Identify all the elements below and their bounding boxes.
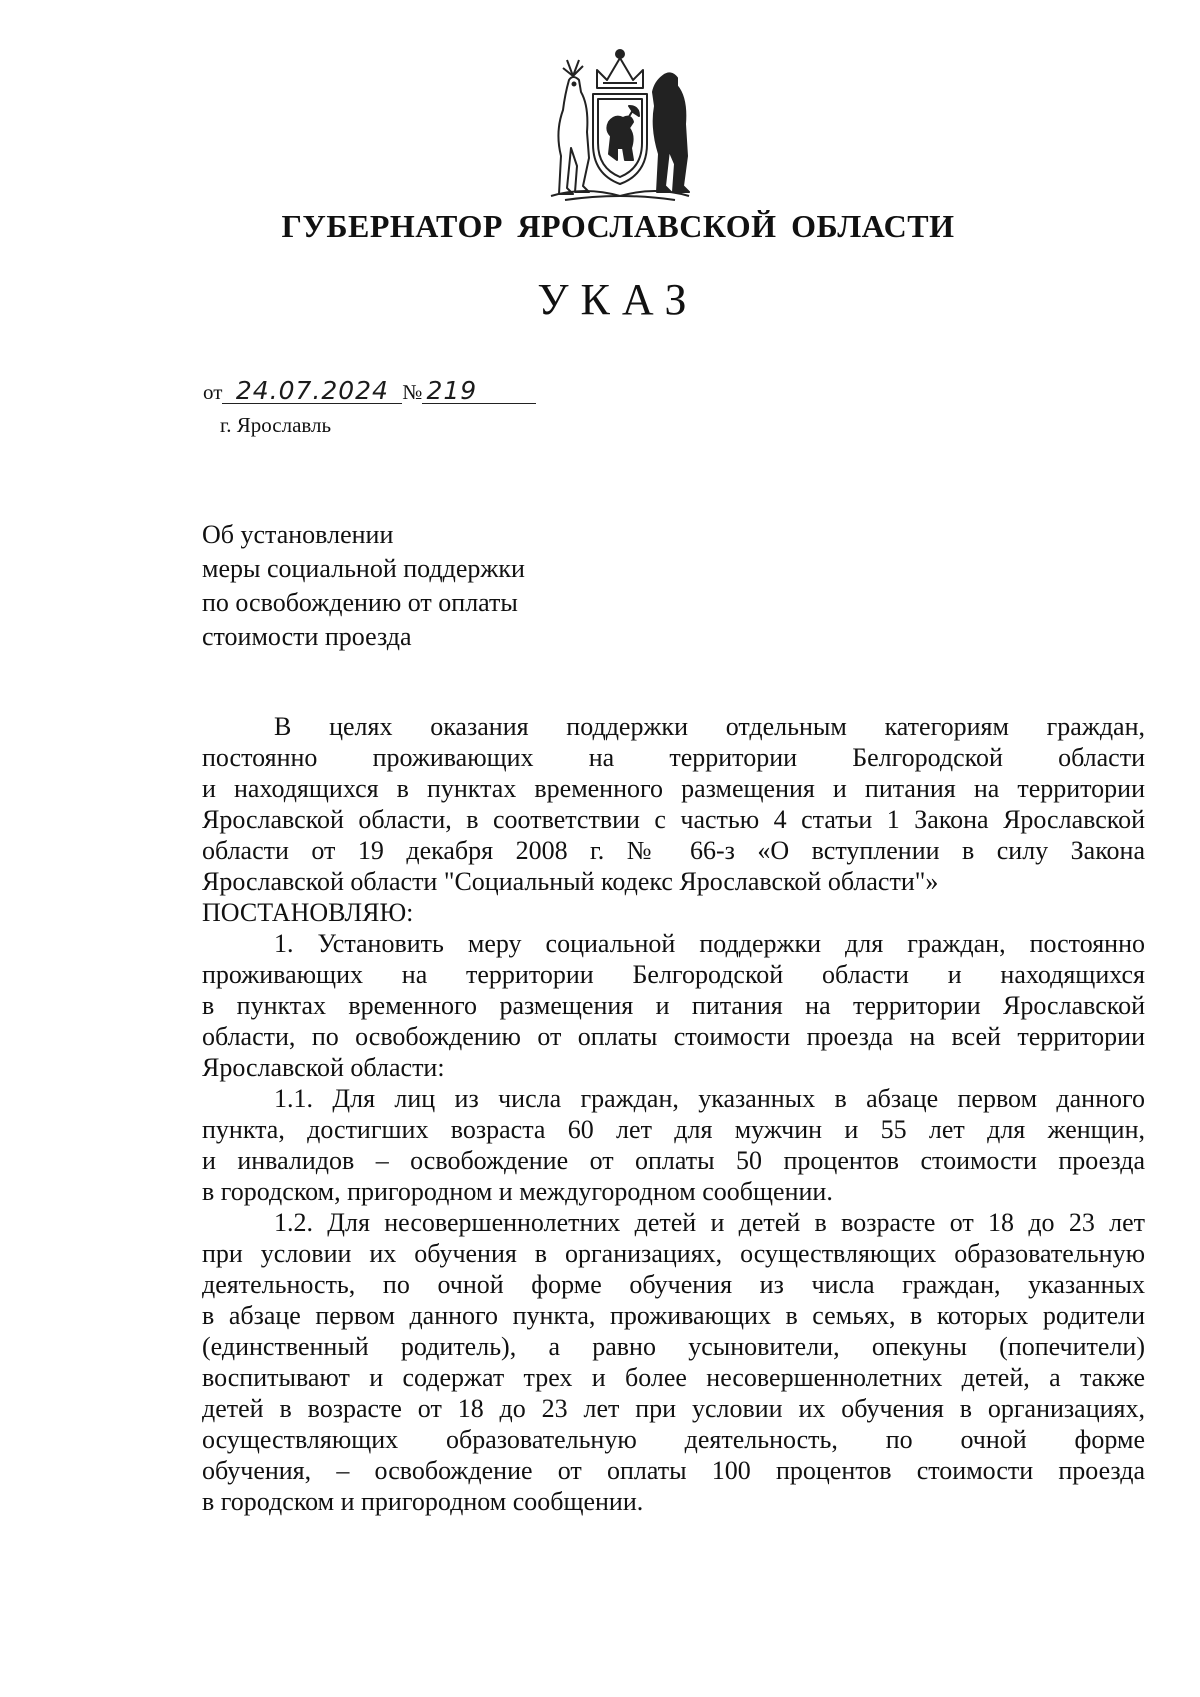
body-line: (единственный родитель), а равно усыновители, опекуны (попечители): [202, 1332, 1145, 1361]
body-line: В целях оказания поддержки отдельным категориям граждан,: [274, 712, 1145, 741]
body-line: постоянно проживающих на территории Белгородской области: [202, 743, 1145, 772]
body-line: деятельность, по очной форме обучения из числа граждан, указанных: [202, 1270, 1145, 1299]
number-field: [422, 376, 536, 405]
body-line: области от 19 декабря 2008 г. № 66-з «О вступлении в силу Закона: [202, 836, 1145, 865]
body-line: 1. Установить меру социальной поддержки для граждан, постоянно: [274, 929, 1145, 958]
body-line: ПОСТАНОВЛЯЮ:: [202, 898, 414, 927]
subject-line: стоимости проезда: [202, 622, 412, 651]
coat-of-arms-icon: [545, 36, 695, 206]
body-line: в абзаце первом данного пункта, проживающих в семьях, в которых родители: [202, 1301, 1145, 1330]
number-value: 219: [426, 376, 478, 405]
body-line: пункта, достигших возраста 60 лет для мужчин и 55 лет для женщин,: [202, 1115, 1145, 1144]
body-line: в пунктах временного размещения и питания на территории Ярославской: [202, 991, 1145, 1020]
body-line: Ярославской области "Социальный кодекс Ярославской области"»: [202, 867, 939, 896]
body-line: при условии их обучения в организациях, осуществляющих образовательную: [202, 1239, 1145, 1268]
subject-line: по освобождению от оплаты: [202, 588, 518, 617]
subject-line: Об установлении: [202, 520, 394, 549]
body-line: и находящихся в пунктах временного размещения и питания на территории: [202, 774, 1145, 803]
body-line: осуществляющих образовательную деятельность, по очной форме: [202, 1425, 1145, 1454]
body-line: 1.2. Для несовершеннолетних детей и детей в возрасте от 18 до 23 лет: [274, 1208, 1145, 1237]
body-line: детей в возрасте от 18 до 23 лет при условии их обучения в организациях,: [202, 1394, 1145, 1423]
body-line: Ярославской области:: [202, 1053, 445, 1082]
date-number-line: [203, 376, 536, 405]
date-value: 24.07.2024: [235, 376, 389, 405]
body-line: обучения, – освобождение от оплаты 100 процентов стоимости проезда: [202, 1456, 1145, 1485]
date-field: [222, 376, 402, 405]
body-line: 1.1. Для лиц из числа граждан, указанных в абзаце первом данного: [274, 1084, 1145, 1113]
body-line: области, по освобождению от оплаты стоимости проезда на всей территории: [202, 1022, 1145, 1051]
body-line: проживающих на территории Белгородской области и находящихся: [202, 960, 1145, 989]
document-subject: [202, 518, 525, 654]
body-line: в городском и пригородном сообщении.: [202, 1487, 644, 1516]
document-body: [202, 711, 1145, 1517]
city: г. Ярославль: [220, 413, 332, 437]
body-line: воспитывают и содержат трех и более несовершеннолетних детей, а также: [202, 1363, 1145, 1392]
body-line: и инвалидов – освобождение от оплаты 50 процентов стоимости проезда: [202, 1146, 1145, 1175]
document-type: УКАЗ: [537, 275, 699, 324]
subject-line: меры социальной поддержки: [202, 554, 525, 583]
body-line: Ярославской области, в соответствии с частью 4 статьи 1 Закона Ярославской: [202, 805, 1145, 834]
date-prefix: от: [203, 380, 223, 404]
issuing-authority: ГУБЕРНАТОР ЯРОСЛАВСКОЙ ОБЛАСТИ: [281, 208, 955, 244]
number-prefix: №: [402, 380, 423, 404]
body-line: в городском, пригородном и междугородном сообщении.: [202, 1177, 833, 1206]
